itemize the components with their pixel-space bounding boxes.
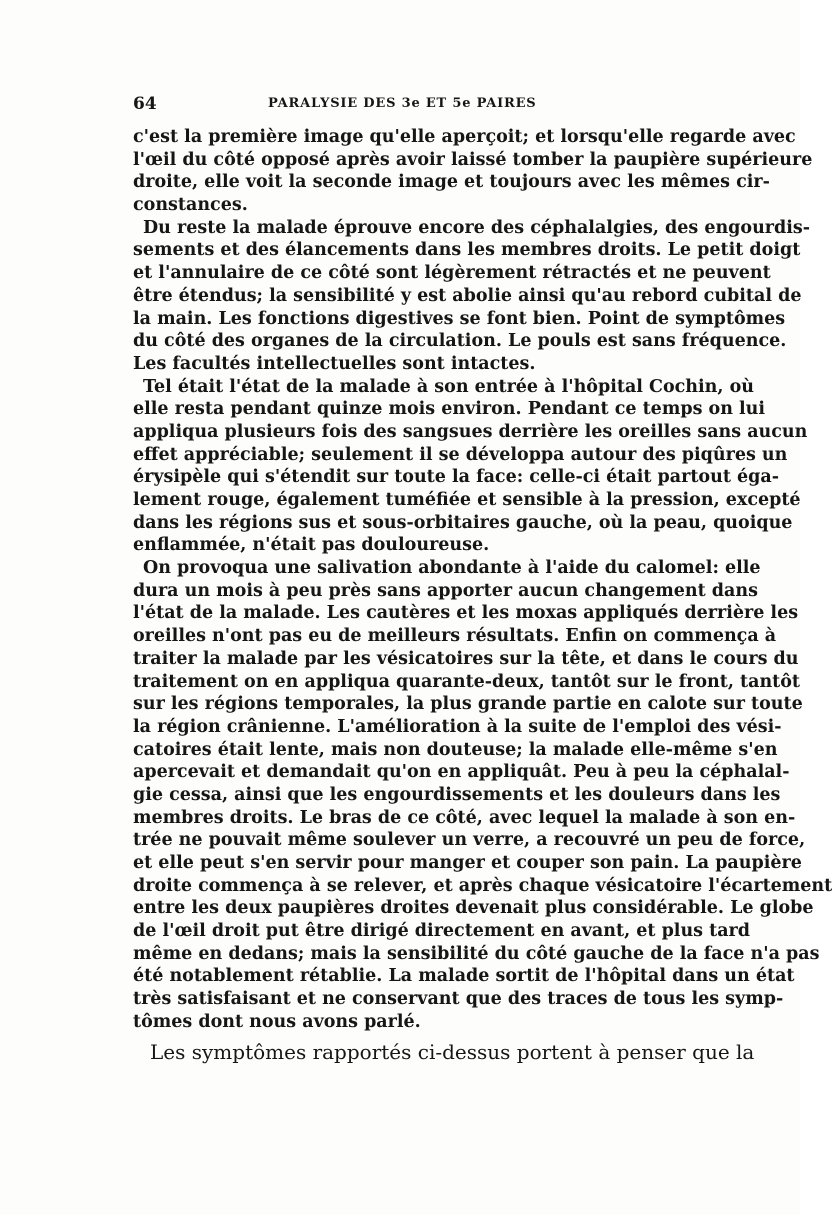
text-line: Les facultés intellectuelles sont intactes. bbox=[133, 353, 536, 374]
text-line: enflammée, n'était pas douloureuse. bbox=[133, 535, 490, 556]
text-line: c'est la première image qu'elle aperçoit; et lorsqu'elle regarde avec bbox=[133, 127, 796, 147]
text-line: lement rouge, également tuméfiée et sensible à la pression, excepté bbox=[133, 490, 801, 510]
text-line: catoires était lente, mais non douteuse; la malade elle-même s'en bbox=[133, 739, 778, 760]
text-line: elle resta pendant quinze mois environ. Pendant ce temps on lui bbox=[133, 399, 766, 420]
body-text bbox=[133, 126, 832, 1034]
text-line: effet appréciable; seulement il se développa autour des piqûres un bbox=[133, 444, 788, 465]
text-line: la main. Les fonctions digestives se font bien. Point de symptômes bbox=[133, 308, 786, 329]
text-line: Du reste la malade éprouve encore des céphalalgies, des engourdis- bbox=[143, 217, 811, 238]
text-line: dans les régions sus et sous-orbitaires gauche, où la peau, quoique bbox=[133, 512, 793, 533]
text-line: de l'œil droit put être dirigé directement en avant, et plus tard bbox=[133, 921, 751, 942]
running-head bbox=[133, 94, 671, 118]
text-line: membres droits. Le bras de ce côté, avec lequel la malade à son en- bbox=[133, 807, 796, 828]
text-line: traitement on en appliqua quarante-deux, tantôt sur le front, tantôt bbox=[133, 671, 801, 692]
page-number: 64 bbox=[133, 94, 157, 114]
final-text-line: Les symptômes rapportés ci-dessus portent à penser que la bbox=[150, 1040, 755, 1064]
text-line: être étendus; la sensibilité y est abolie ainsi qu'au rebord cubital de bbox=[133, 285, 802, 306]
text-line: et l'annulaire de ce côté sont légèrement rétractés et ne peuvent bbox=[133, 263, 771, 284]
text-line: tômes dont nous avons parlé. bbox=[133, 1011, 421, 1032]
text-line: traiter la malade par les vésicatoires sur la tête, et dans le cours du bbox=[133, 648, 799, 669]
text-line: entre les deux paupières droites devenait plus considérable. Le globe bbox=[133, 898, 814, 919]
text-line: gie cessa, ainsi que les engourdissements et les douleurs dans les bbox=[133, 784, 781, 805]
text-line: On provoqua une salivation abondante à l'aide du calomel: elle bbox=[143, 558, 761, 579]
text-line: appliqua plusieurs fois des sangsues derrière les oreilles sans aucun bbox=[133, 421, 808, 442]
text-line: constances. bbox=[133, 195, 248, 216]
text-line: dura un mois à peu près sans apporter aucun changement dans bbox=[133, 580, 758, 601]
text-line: et elle peut s'en servir pour manger et couper son pain. La paupière bbox=[133, 853, 802, 873]
text-line: trée ne pouvait même soulever un verre, a recouvré un peu de force, bbox=[133, 830, 806, 851]
text-line: très satisfaisant et ne conservant que des traces de tous les symp- bbox=[133, 989, 784, 1010]
text-line: du côté des organes de la circulation. Le pouls est sans fréquence. bbox=[133, 331, 787, 352]
text-line: Tel était l'état de la malade à son entrée à l'hôpital Cochin, où bbox=[143, 376, 754, 397]
running-title: PARALYSIE DES 3e ET 5e PAIRES bbox=[268, 96, 537, 111]
text-line: la région crânienne. L'amélioration à la suite de l'emploi des vési- bbox=[133, 716, 782, 737]
text-line: l'état de la malade. Les cautères et les moxas appliqués derrière les bbox=[133, 603, 799, 624]
text-line: droite commença à se relever, et après chaque vésicatoire l'écartement bbox=[133, 875, 832, 896]
text-line: sements et des élancements dans les membres droits. Le petit doigt bbox=[133, 240, 801, 261]
text-line: même en dedans; mais la sensibilité du côté gauche de la face n'a pas bbox=[133, 943, 820, 964]
text-line: l'œil du côté opposé après avoir laissé tomber la paupière supérieure bbox=[133, 149, 813, 170]
text-line: apercevait et demandait qu'on en appliquât. Peu à peu la céphalal- bbox=[133, 762, 790, 783]
text-line: droite, elle voit la seconde image et toujours avec les mêmes cir- bbox=[133, 172, 770, 193]
text-line: érysipèle qui s'étendit sur toute la face: celle-ci était partout éga- bbox=[133, 467, 779, 488]
text-line: sur les régions temporales, la plus grande partie en calote sur toute bbox=[133, 694, 803, 715]
text-line: oreilles n'ont pas eu de meilleurs résultats. Enfin on commença à bbox=[133, 626, 777, 647]
text-line: été notablement rétablie. La malade sortit de l'hôpital dans un état bbox=[133, 966, 795, 987]
